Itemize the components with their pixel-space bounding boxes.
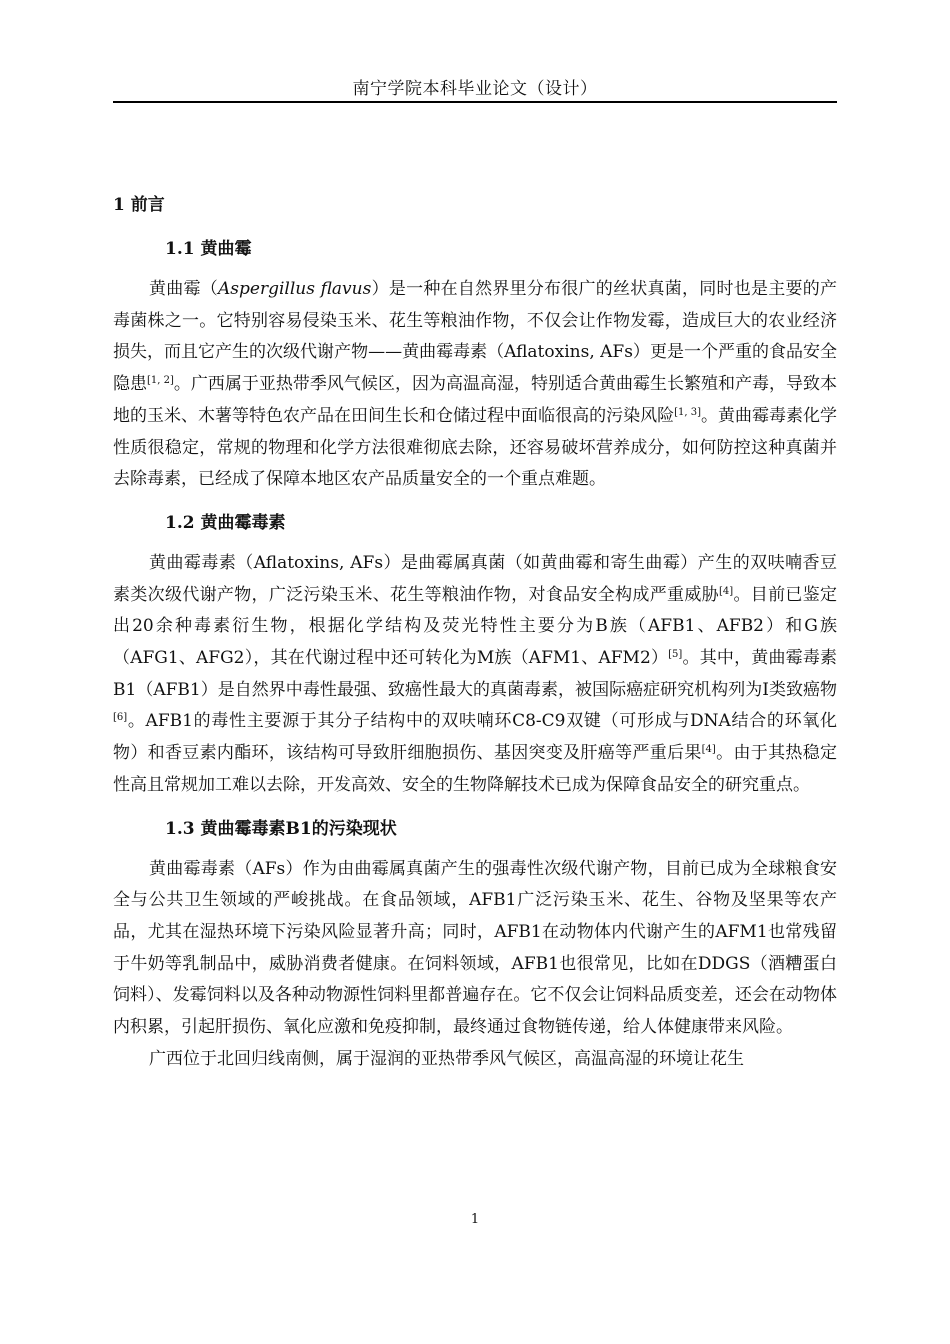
paragraph-aspergillus [113,274,837,496]
text-run: 。黄曲霉毒素化学性质很稳定，常规的物理和化学方法很难彻底去除，还容易破坏营养成分，如何防控这种真菌并去除毒素，已经成了保障本地区农产品质量安全的一个重点难题。 [113,405,838,490]
text-run: 。目前已鉴定出20余种毒素衍生物，根据化学结构及荧光特性主要分为B族（AFB1、AFB2）和G族（AFG1、AFG2），其在代谢过程中还可转化为M族（AFM1、AFM2） [113,584,838,669]
body-content [113,190,837,1075]
citation: [1, 3] [674,406,701,418]
section-heading-1: 1 前言 [113,195,165,215]
page-number: 1 [470,1212,480,1227]
section-heading-1-3: 1.3 黄曲霉毒素B1的污染现状 [165,818,397,839]
species-name: Aspergillus flavus [218,279,372,299]
text-run: 。广西属于亚热带季风气候区，因为高温高湿，特别适合黄曲霉生长繁殖和产毒，导致本地的玉米、木薯等特色农产品在田间生长和仓储过程中面临很高的污染风险 [113,374,838,426]
section-heading-1-1: 1.1 黄曲霉 [165,239,252,259]
text-run: 。由于其热稳定性高且常规加工难以去除，开发高效、安全的生物降解技术已成为保障食品安全的研究重点。 [113,743,838,795]
citation: [4] [718,585,734,597]
citation: [5] [668,649,683,661]
citation: [6] [113,712,128,724]
paragraph-contamination: 黄曲霉毒素（AFs）作为由曲霉属真菌产生的强毒性次级代谢产物，目前已成为全球粮食安全与公共卫生领域的严峻挑战。在食品领域，AFB1广泛污染玉米、花生、谷物及坚果等农产品，尤其在湿热环境下污染风险显著升高；同时，AFB1在动物体内代谢产生的AFM1也常残留于牛奶等乳制品中，威胁消费者健康。在饲料领域，AFB1也很常见，比如在DDGS（酒糟蛋白饲料）、发霉饲料以及各种动物源性饲料里都普遍存在。它不仅会让饲料品质变差，还会在动物体内积累，引起肝损伤、氧化应激和免疫抑制，最终通过食物链传递，给人体健康带来风险。 [113,858,837,1038]
header-rule [113,101,837,103]
paragraph-guangxi: 广西位于北回归线南侧，属于湿润的亚热带季风气候区，高温高湿的环境让花生 [149,1048,744,1069]
text-run: 黄曲霉毒素（Aflatoxins, AFs）是曲霉属真菌（如黄曲霉和寄生曲霉）产生的双呋喃香豆素类次级代谢产物，广泛污染玉米、花生等粮油作物，对食品安全构成严重威胁 [113,552,837,605]
text-run: ）是一种在自然界里分布很广的丝状真菌，同时也是主要的产毒菌株之一。它特别容易侵染玉米、花生等粮油作物，不仅会让作物发霉，造成巨大的农业经济损失，而且它产生的次级代谢产物——黄曲霉毒素（Aflatoxins, AFs）更是一个严重的食品安全隐患 [113,279,838,395]
text-run: 。AFB1的毒性主要源于其分子结构中的双呋喃环C8-C9双键（可形成与DNA结合的环氧化物）和香豆素内酯环，该结构可导致肝细胞损伤、基因突变及肝癌等严重后果 [113,711,837,764]
paragraph-aflatoxins [113,548,837,802]
section-heading-1-2: 1.2 黄曲霉毒素 [165,512,286,533]
text-run: 黄曲霉（ [149,279,218,299]
citation: [4] [701,744,716,756]
citation: [1, 2] [147,375,174,387]
running-header: 南宁学院本科毕业论文（设计） [352,79,598,99]
text-run: 。其中，黄曲霉毒素B1（AFB1）是自然界中毒性最强、致癌性最大的真菌毒素，被国际癌症研究机构列为Ⅰ类致癌物 [113,648,838,700]
